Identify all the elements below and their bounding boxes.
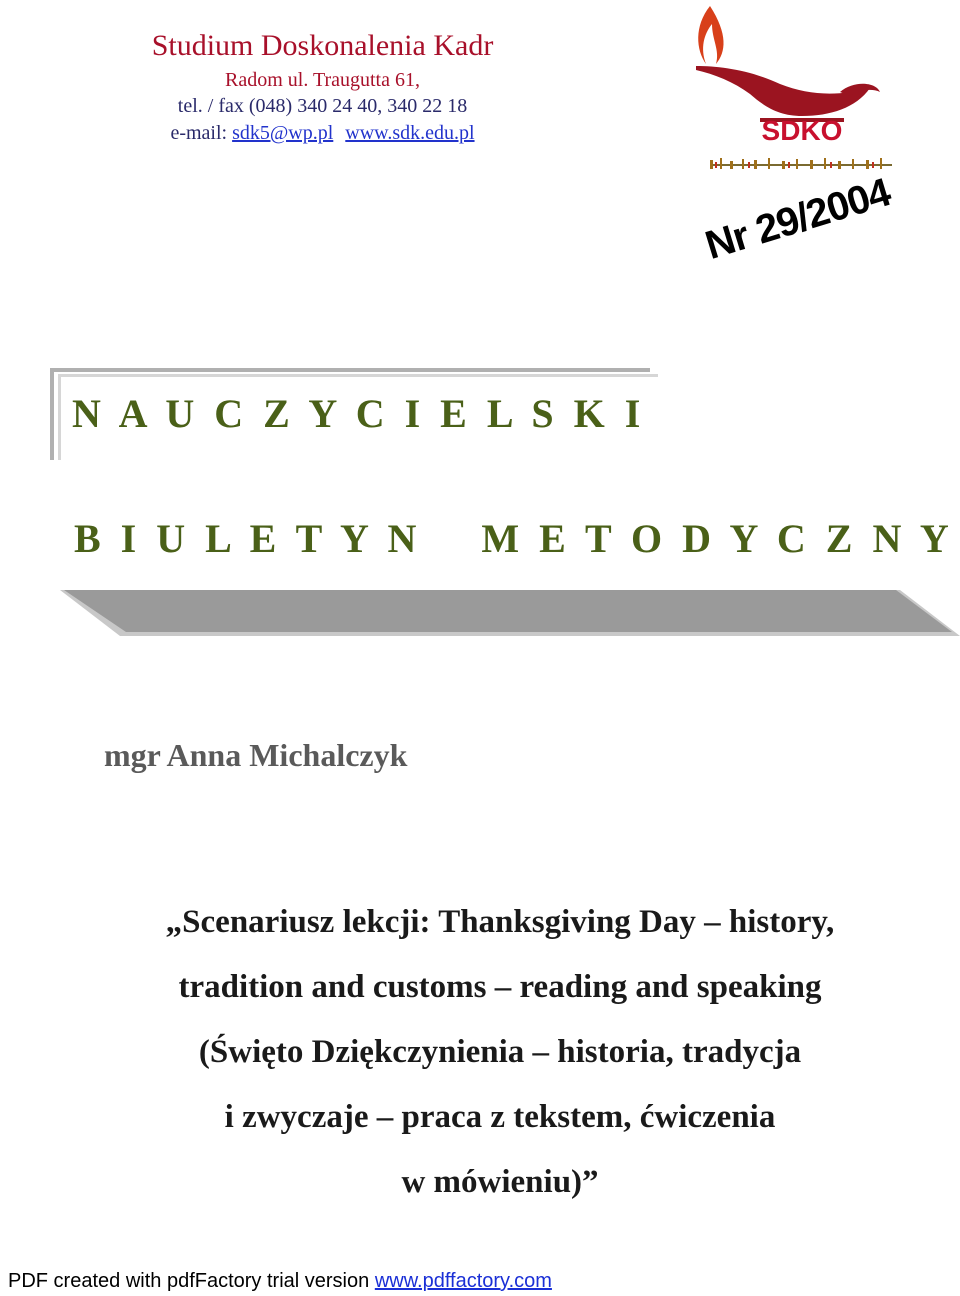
pdf-footer bbox=[8, 1269, 552, 1293]
organization-phone: tel. / fax (048) 340 24 40, 340 22 18 bbox=[177, 95, 468, 117]
lesson-title-line: (Święto Dziękczynienia – historia, tradycja bbox=[198, 1034, 802, 1070]
lesson-title-line: w mówieniu)” bbox=[401, 1164, 599, 1200]
author-name: mgr Anna Michalczyk bbox=[104, 737, 408, 773]
lesson-title-line: „Scenariusz lekcji: Thanksgiving Day – history, bbox=[165, 904, 835, 940]
oil-lamp-flame-icon bbox=[690, 4, 900, 184]
decorative-ribbon bbox=[60, 590, 960, 638]
lesson-title-line: tradition and customs – reading and speaking bbox=[178, 969, 822, 1005]
sdko-logo bbox=[690, 4, 900, 184]
lesson-title bbox=[90, 890, 910, 1215]
lesson-title-line: i zwyczaje – praca z tekstem, ćwiczenia bbox=[224, 1099, 776, 1135]
issue-number: Nr 29/2004 bbox=[700, 170, 896, 269]
organization-name: Studium Doskonalenia Kadr bbox=[151, 29, 494, 62]
bulletin-subtitle: B I U L E T Y N M E T O D Y C Z N Y bbox=[74, 516, 954, 561]
website-link[interactable]: www.sdk.edu.pl bbox=[345, 122, 475, 144]
logo-text: SDKO bbox=[761, 115, 843, 146]
email-link[interactable]: sdk5@wp.pl bbox=[232, 122, 334, 144]
bulletin-title: N A U C Z Y C I E L S K I bbox=[72, 391, 648, 436]
footer-text: PDF created with pdfFactory trial version bbox=[8, 1270, 370, 1292]
organization-contact bbox=[0, 121, 645, 145]
organization-address: Radom ul. Traugutta 61, bbox=[224, 69, 420, 91]
email-prefix: e-mail: bbox=[170, 122, 228, 144]
footer-link[interactable]: www.pdffactory.com bbox=[374, 1270, 552, 1292]
